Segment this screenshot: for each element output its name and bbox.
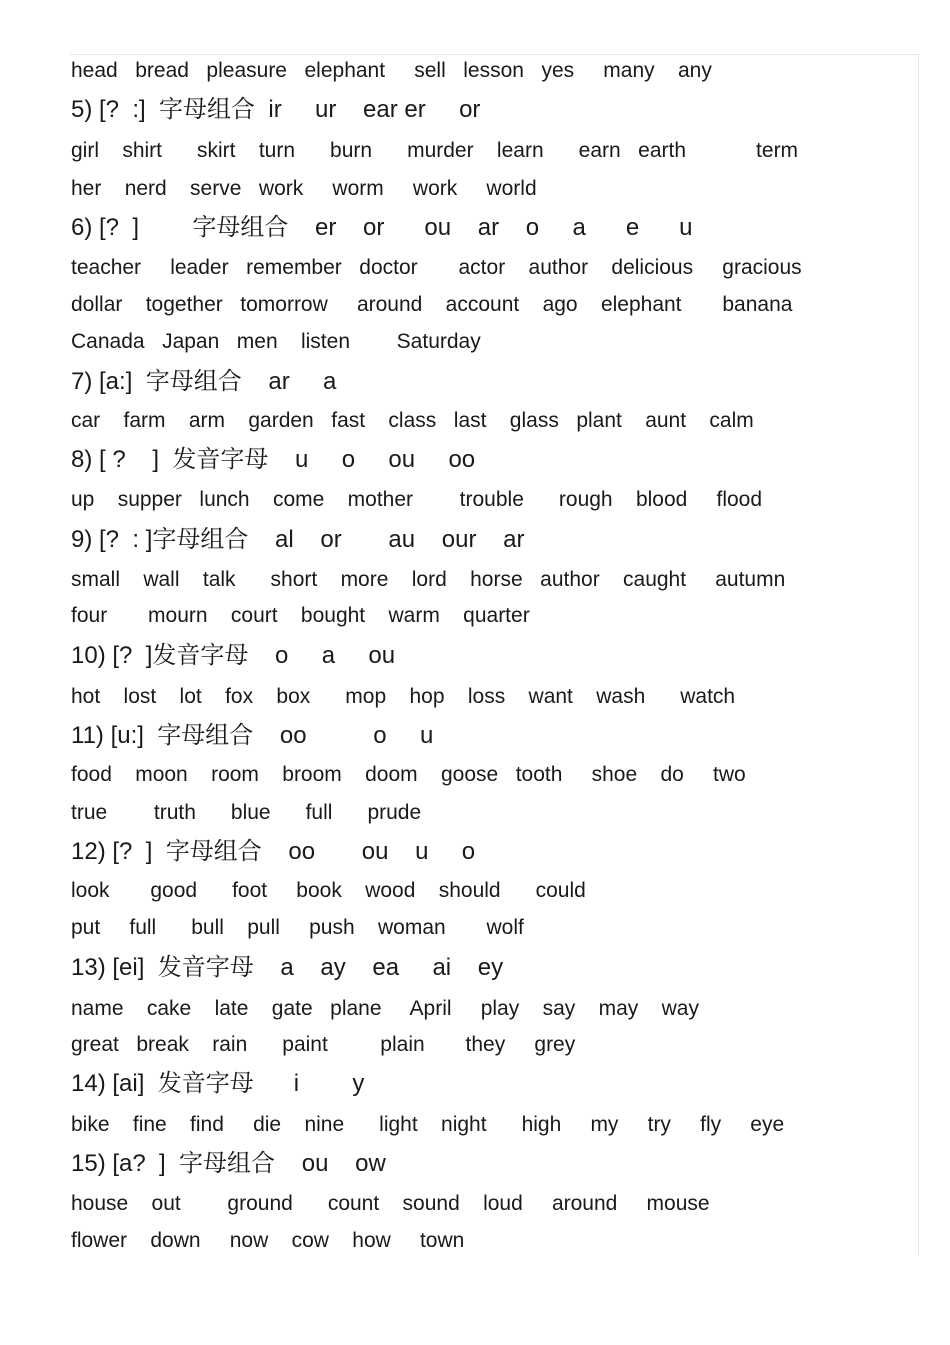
section-heading-10: 10) [? ]发音字母 o a ou xyxy=(71,642,396,669)
section-heading-6: 6) [? ] 字母组合 er or ou ar o a e u xyxy=(71,214,693,241)
section-heading-12: 12) [? ] 字母组合 oo ou u o xyxy=(71,838,476,865)
word-line-5a: girl shirt skirt turn burn murder learn earn earth term xyxy=(71,139,799,162)
word-line-1: head bread pleasure elephant sell lesson yes many any xyxy=(71,59,712,82)
section-heading-9: 9) [? : ]字母组合 al or au our ar xyxy=(71,526,525,553)
word-line-6c: Canada Japan men listen Saturday xyxy=(71,330,481,353)
word-line-6a: teacher leader remember doctor actor author delicious gracious xyxy=(71,256,802,279)
word-line-11b: true truth blue full prude xyxy=(71,801,422,824)
section-heading-7: 7) [a:] 字母组合 ar a xyxy=(71,368,337,395)
word-line-6b: dollar together tomorrow around account ago elephant banana xyxy=(71,293,793,316)
word-line-5b: her nerd serve work worm work world xyxy=(71,177,537,200)
word-line-13a: name cake late gate plane April play say may way xyxy=(71,997,699,1020)
word-line-8a: up supper lunch come mother trouble rough blood flood xyxy=(71,488,763,511)
word-line-11a: food moon room broom doom goose tooth shoe do two xyxy=(71,763,746,786)
word-line-15a: house out ground count sound loud around mouse xyxy=(71,1192,710,1215)
section-heading-15: 15) [a? ] 字母组合 ou ow xyxy=(71,1150,386,1177)
word-line-9a: small wall talk short more lord horse author caught autumn xyxy=(71,568,786,591)
section-heading-14: 14) [ai] 发音字母 i y xyxy=(71,1070,365,1097)
word-line-10a: hot lost lot fox box mop hop loss want wash watch xyxy=(71,685,736,708)
section-heading-5: 5) [? :] 字母组合 ir ur ear er or xyxy=(71,96,481,123)
section-heading-13: 13) [ei] 发音字母 a ay ea ai ey xyxy=(71,954,504,981)
section-heading-11: 11) [u:] 字母组合 oo o u xyxy=(71,722,434,749)
word-line-9b: four mourn court bought warm quarter xyxy=(71,604,530,627)
word-line-12b: put full bull pull push woman wolf xyxy=(71,916,524,939)
section-heading-8: 8) [ ? ] 发音字母 u o ou oo xyxy=(71,446,476,473)
page-frame-top-rule xyxy=(70,54,919,55)
word-line-14a: bike fine find die nine light night high my try fly eye xyxy=(71,1113,785,1136)
word-line-15b: flower down now cow how town xyxy=(71,1229,465,1252)
page-frame-right-rule xyxy=(918,54,919,1256)
word-line-13b: great break rain paint plain they grey xyxy=(71,1033,576,1056)
word-line-12a: look good foot book wood should could xyxy=(71,879,586,902)
word-line-7a: car farm arm garden fast class last glass plant aunt calm xyxy=(71,409,754,432)
